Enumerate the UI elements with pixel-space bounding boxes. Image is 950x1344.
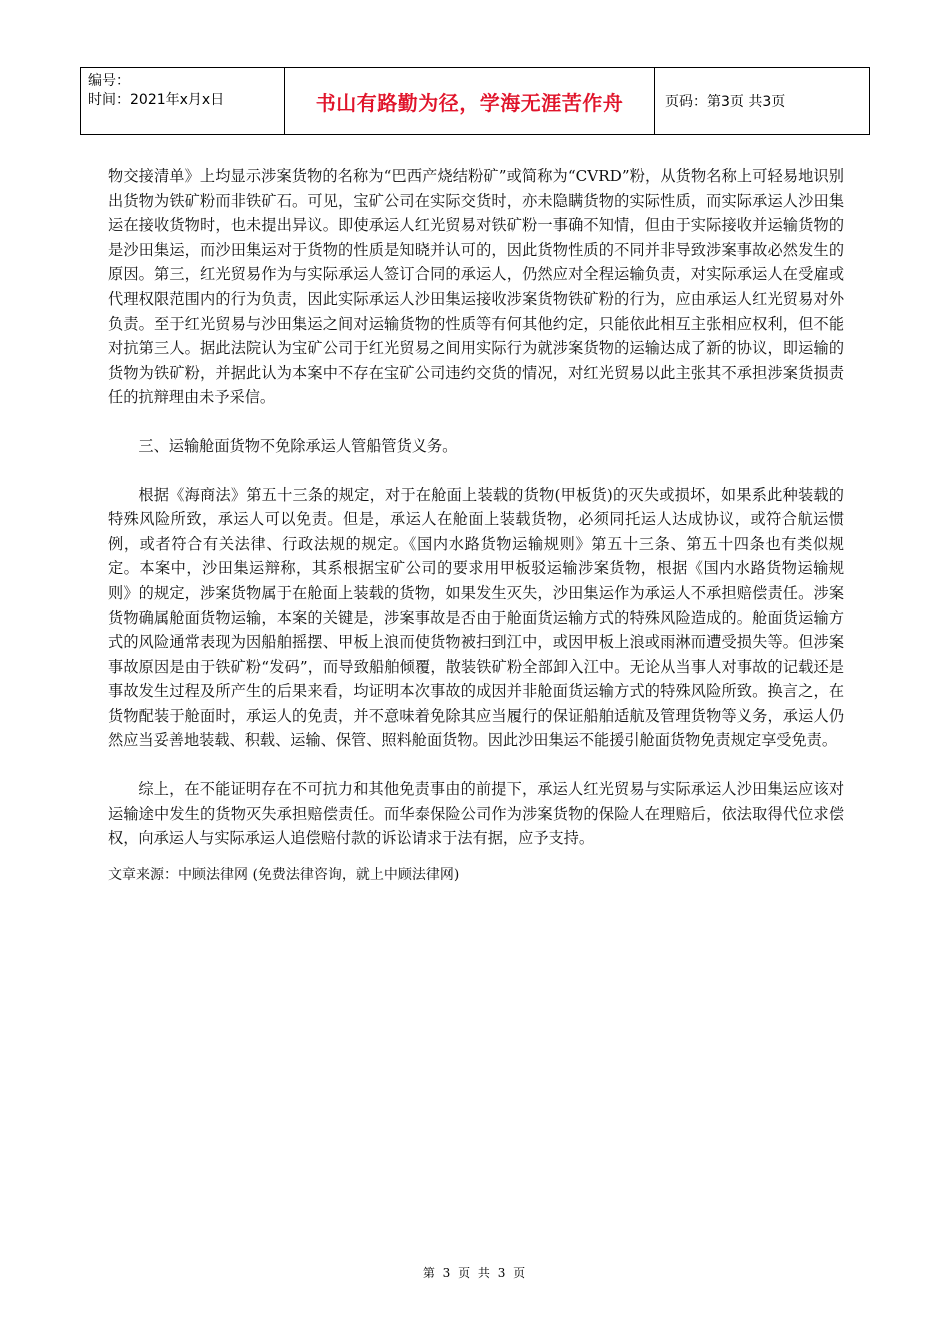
body-paragraph: 根据《海商法》第五十三条的规定，对于在舱面上装载的货物(甲板货)的灭失或损坏，如果系此种装载的特殊风险所致，承运人可以免责。但是，承运人在舱面上装载货物，必须同托运人达成协议，或符合航运惯例，或者符合有关法律、行政法规的规定。《国内水路货物运输规则》第五十三条、第五十四条也有类似规定。本案中，沙田集运辩称，其系根据宝矿公司的要求用甲板驳运输涉案货物，根据《国内水路货物运输规则》的规定，涉案货物属于在舱面上装载的货物，如果发生灭失，沙田集运作为承运人不承担赔偿责任。涉案货物确属舱面货物运输，本案的关键是，涉案事故是否由于舱面货运输方式的特殊风险造成的。舱面货运输方式的风险通常表现为因船舶摇摆、甲板上浪而使货物被扫到江中，或因甲板上浪或雨淋而遭受损失等。但涉案事故原因是由于铁矿粉“发码”，而导致船舶倾覆，散装铁矿粉全部卸入江中。无论从当事人对事故的记载还是事故发生过程及所产生的后果来看，均证明本次事故的成因并非舱面货运输方式的特殊风险所致。换言之，在货物配装于舱面时，承运人的免责，并不意味着免除其应当履行的保证船舶适航及管理货物等义务，承运人仍然应当妥善地装载、积载、运输、保管、照料舱面货物。因此沙田集运不能援引舱面货物免责规定享受免责。	[108, 485, 844, 750]
body-paragraph: 物交接清单》上均显示涉案货物的名称为“巴西产烧结粉矿”或简称为“CVRD”粉，从货物名称上可轻易地识别出货物为铁矿粉而非铁矿石。可见，宝矿公司在实际交货时，亦未隐瞒货物的实际性质，而实际承运人沙田集运在接收货物时，也未提出异议。即使承运人红光贸易对铁矿粉一事确不知情，但由于实际接收并运输货物的是沙田集运，而沙田集运对于货物的性质是知晓并认可的，因此货物性质的不同并非导致涉案事故必然发生的原因。第三，红光贸易作为与实际承运人签订合同的承运人，仍然应对全程运输负责，对实际承运人在受雇或代理权限范围内的行为负责，因此实际承运人沙田集运接收涉案货物铁矿粉的行为，应由承运人红光贸易对外负责。至于红光贸易与沙田集运之间对运输货物的性质等有何其他约定，只能依此相互主张相应权利，但不能对抗第三人。据此法院认为宝矿公司于红光贸易之间用实际行为就涉案货物的运输达成了新的协议，即运输的货物为铁矿粉，并据此认为本案中不存在宝矿公司违约交货的情况，对红光贸易以此主张其不承担涉案货损责任的抗辩理由未予采信。	[108, 167, 844, 407]
document-header	[80, 67, 870, 135]
body-paragraph: 综上，在不能证明存在不可抗力和其他免责事由的前提下，承运人红光贸易与实际承运人沙田集运应该对运输途中发生的货物灭失承担赔偿责任。而华泰保险公司作为涉案货物的保险人在理赔后，依法取得代位求偿权，向承运人与实际承运人追偿赔付款的诉讼请求于法有据，应予支持。	[108, 780, 844, 848]
header-slogan: 书山有路勤为径，学海无涯苦作舟	[285, 68, 655, 134]
section-heading: 三、运输舱面货物不免除承运人管船管货义务。	[138, 436, 458, 455]
header-page-info: 页码：第3页 共3页	[665, 94, 786, 110]
page-footer: 第 3 页 共 3 页	[422, 1266, 528, 1280]
document-body	[108, 164, 844, 885]
date-label: 时间：2021年x月x日	[88, 92, 225, 108]
header-meta-cell	[81, 68, 285, 134]
article-source: 文章来源：中顾法律网 (免费法律咨询，就上中顾法律网)	[108, 866, 460, 883]
number-label: 编号：	[88, 73, 130, 89]
